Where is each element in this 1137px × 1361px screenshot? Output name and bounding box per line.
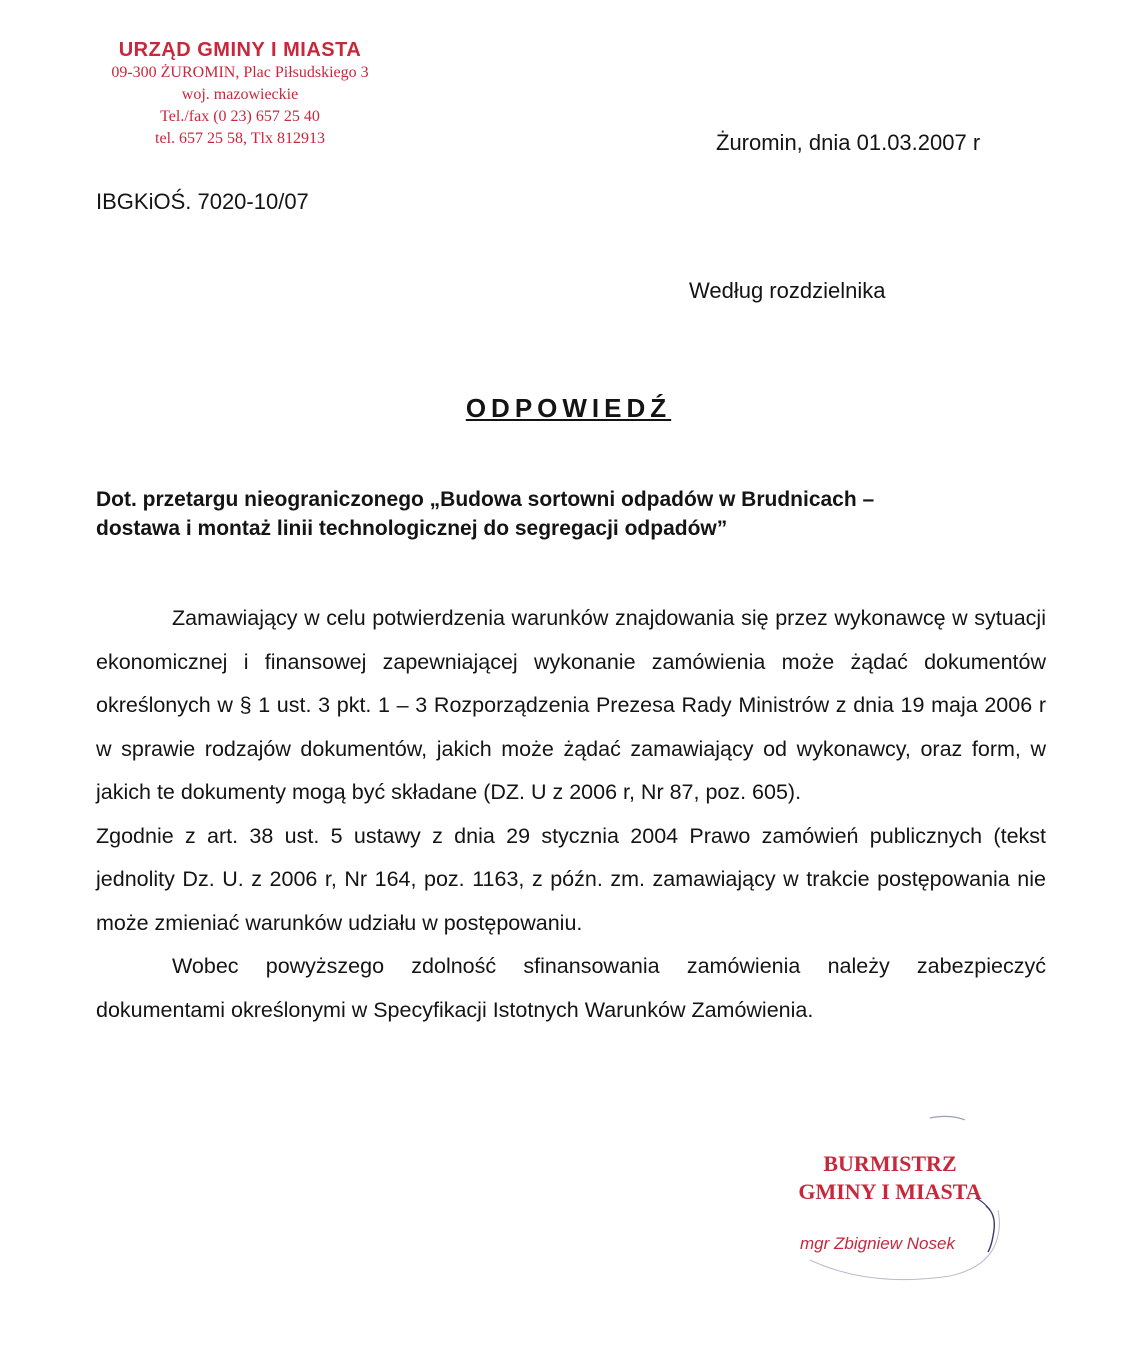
- letter-body: [96, 597, 1046, 1032]
- stamp-office-name: URZĄD GMINY I MIASTA: [118, 39, 362, 61]
- subject-line-2: dostawa i montaż linii technologicznej do segregacji odpadów”: [96, 517, 728, 540]
- stamp-region: woj. mazowieckie: [181, 86, 299, 103]
- sender-stamp: [60, 38, 420, 150]
- place-date: Żuromin, dnia 01.03.2007 r: [716, 130, 981, 155]
- stamp-tel: tel. 657 25 58, Tlx 812913: [155, 130, 325, 147]
- signature-stamp-line-2: GMINY I MIASTA: [798, 1179, 982, 1204]
- subject-line-1: Dot. przetargu nieograniczonego „Budowa sortowni odpadów w Brudnicach –: [96, 488, 875, 511]
- stamp-telfax: Tel./fax (0 23) 657 25 40: [160, 108, 320, 125]
- paragraph-1: Zamawiający w celu potwierdzenia warunków znajdowania się przez wykonawcę w sytuacji ekonomicznej i finansowej zapewniającej wykonanie zamówienia może żądać dokumentów określonych w § 1 ust. 3 pkt. 1 – 3 Rozporządzenia Prezesa Rady Ministrów z dnia 19 maja 2006 r w sprawie rodzajów dokumentów, jakich może żądać zamawiający od wykonawcy, oraz form, w jakich te dokumenty mogą być składane (DZ. U z 2006 r, Nr 87, poz. 605).: [96, 606, 1046, 804]
- document-title: ODPOWIEDŹ: [465, 393, 672, 423]
- paragraph-3: Wobec powyższego zdolność sfinansowania zamówienia należy zabezpieczyć dokumentami określonymi w Specyfikacji Istotnych Warunków Zamówienia.: [96, 954, 1046, 1022]
- recipient: Według rozdzielnika: [689, 278, 886, 303]
- reference-number: IBGKiOŚ. 7020-10/07: [96, 189, 309, 214]
- stamp-address: 09-300 ŻUROMIN, Plac Piłsudskiego 3: [111, 64, 369, 81]
- subject: [96, 485, 1056, 543]
- signer-name: mgr Zbigniew Nosek: [800, 1234, 955, 1253]
- signature-stamp-line-1: BURMISTRZ: [823, 1151, 957, 1176]
- handwritten-signature-icon: [780, 1110, 1020, 1290]
- paragraph-2: Zgodnie z art. 38 ust. 5 ustawy z dnia 29 stycznia 2004 Prawo zamówień publicznych (tekst jednolity Dz. U. z 2006 r, Nr 164, poz. 1163, z późn. zm. zamawiający w trakcie postępowania nie może zmieniać warunków udziału w postępowaniu.: [96, 823, 1046, 935]
